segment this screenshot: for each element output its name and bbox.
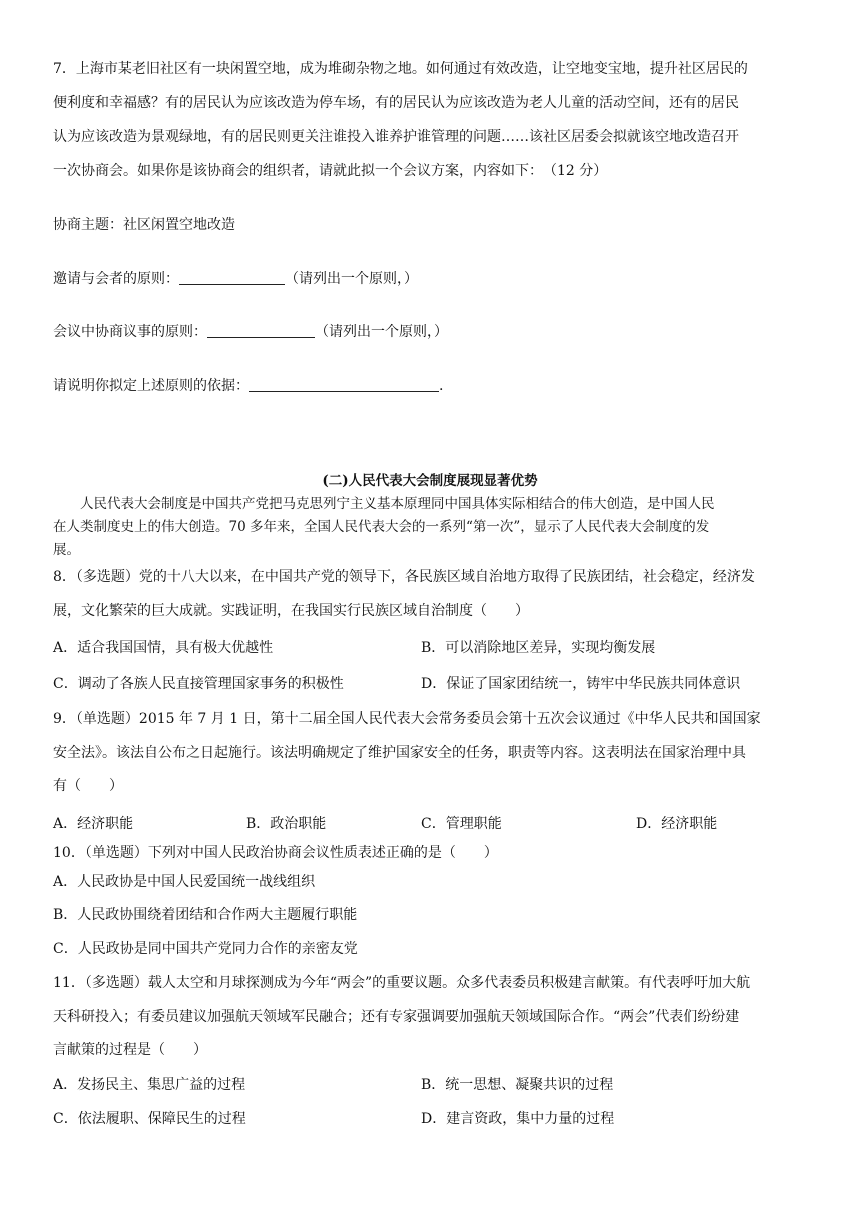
q8-option-b[interactable]: B．可以消除地区差异，实现均衡发展 bbox=[421, 640, 656, 656]
q11-option-a[interactable]: A．发扬民主、集思广益的过程 bbox=[53, 1077, 246, 1093]
q8-option-a[interactable]: A．适合我国国情，具有极大优越性 bbox=[53, 640, 274, 656]
q7-invite-row bbox=[53, 269, 418, 289]
q7-line-2: 便利度和幸福感？有的居民认为应该改造为停车场，有的居民认为应该改造为老人儿童的活动空间，还有的居民 bbox=[53, 95, 739, 111]
q9-option-a[interactable]: A．经济职能 bbox=[53, 816, 134, 832]
q9-line-2: 安全法》。该法自公布之日起施行。该法明确规定了维护国家安全的任务，职责等内容。这表明法在国家治理中具 bbox=[53, 745, 746, 761]
q8-option-d[interactable]: D．保证了国家团结统一，铸牢中华民族共同体意识 bbox=[421, 676, 741, 692]
q10-line-1: 10．（单选题）下列对中国人民政治协商会议性质表述正确的是（ ） bbox=[53, 845, 498, 861]
invite-principle-blank[interactable] bbox=[179, 270, 285, 285]
q7-line-4: 一次协商会。如果你是该协商会的组织者，请就此拟一个会议方案，内容如下： （12 分） bbox=[53, 163, 608, 179]
q7-basis-row bbox=[53, 376, 443, 396]
q7-discuss-row bbox=[53, 322, 448, 342]
q7-line-1: 7．上海市某老旧社区有一块闲置空地，成为堆砌杂物之地。如何通过有效改造，让空地变宝地，提升社区居民的 bbox=[53, 61, 748, 77]
discuss-principle-blank[interactable] bbox=[207, 323, 315, 338]
basis-blank[interactable] bbox=[249, 377, 439, 392]
q9-line-1: 9．（单选题）2015 年 7 月 1 日，第十二届全国人民代表大会常务委员会第十五次会议通过《中华人民共和国国家 bbox=[53, 711, 761, 727]
q7-basis-label: 请说明你拟定上述原则的依据： bbox=[53, 378, 249, 394]
section-intro-line-1: 人民代表大会制度是中国共产党把马克思列宁主义基本原理同中国具体实际相结合的伟大创造，是中国人民 bbox=[53, 496, 715, 512]
q9-option-c[interactable]: C．管理职能 bbox=[421, 816, 502, 832]
q8-line-1: 8．（多选题）党的十八大以来，在中国共产党的领导下，各民族区域自治地方取得了民族团结，社会稳定，经济发 bbox=[53, 569, 755, 585]
q11-option-b[interactable]: B．统一思想、凝聚共识的过程 bbox=[421, 1077, 614, 1093]
q7-basis-end: . bbox=[439, 378, 444, 394]
q7-invite-hint: （请列出一个原则，） bbox=[285, 271, 418, 287]
q10-option-b[interactable]: B．人民政协围绕着团结和合作两大主题履行职能 bbox=[53, 907, 358, 923]
q9-option-d[interactable]: D．经济职能 bbox=[636, 816, 718, 832]
q7-invite-label: 邀请与会者的原则： bbox=[53, 271, 179, 287]
q10-option-c[interactable]: C．人民政协是同中国共产党同力合作的亲密友党 bbox=[53, 941, 358, 957]
section-intro-line-3: 展。 bbox=[53, 542, 80, 558]
q11-line-1: 11．（多选题）载人太空和月球探测成为今年“两会”的重要议题。众多代表委员积极建言献策。有代表呼吁加大航 bbox=[53, 975, 751, 991]
q10-option-a[interactable]: A．人民政协是中国人民爱国统一战线组织 bbox=[53, 874, 316, 890]
q8-option-c[interactable]: C．调动了各族人民直接管理国家事务的积极性 bbox=[53, 676, 344, 692]
q11-line-2: 天科研投入；有委员建议加强航天领域军民融合；还有专家强调要加强航天领域国际合作。“两会”代表们纷纷建 bbox=[53, 1009, 740, 1025]
q8-line-2: 展，文化繁荣的巨大成就。实践证明，在我国实行民族区域自治制度（ ） bbox=[53, 603, 529, 619]
section-intro-line-2: 在人类制度史上的伟大创造。70 多年来，全国人民代表大会的一系列“第一次”，显示了人民代表大会制度的发 bbox=[53, 519, 710, 535]
q7-theme: 协商主题：社区闲置空地改造 bbox=[53, 217, 235, 233]
q11-option-d[interactable]: D．建言资政，集中力量的过程 bbox=[421, 1111, 615, 1127]
q9-option-b[interactable]: B．政治职能 bbox=[246, 816, 327, 832]
q9-line-3: 有（ ） bbox=[53, 778, 123, 794]
q11-line-3: 言献策的过程是（ ） bbox=[53, 1042, 207, 1058]
q7-line-3: 认为应该改造为景观绿地，有的居民则更关注谁投入谁养护谁管理的问题……该社区居委会拟就该空地改造召开 bbox=[53, 129, 739, 145]
q11-option-c[interactable]: C．依法履职、保障民生的过程 bbox=[53, 1111, 246, 1127]
section-title: (二)人民代表大会制度展现显著优势 bbox=[322, 473, 538, 489]
q7-discuss-hint: （请列出一个原则，） bbox=[315, 324, 448, 340]
q7-discuss-label: 会议中协商议事的原则： bbox=[53, 324, 207, 340]
